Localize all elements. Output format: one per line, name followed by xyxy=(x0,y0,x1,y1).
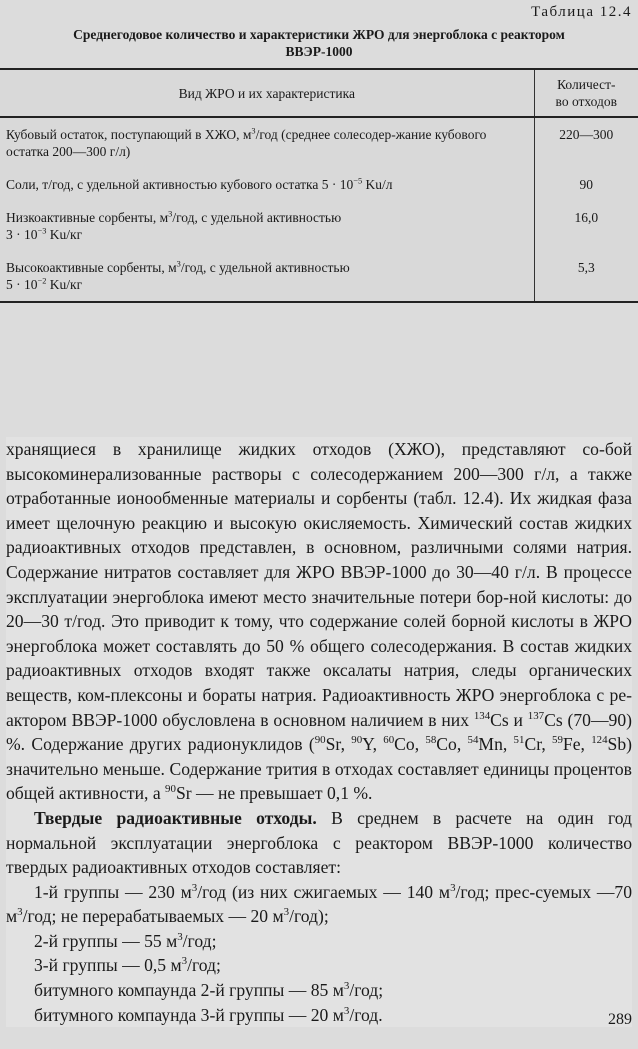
table-row xyxy=(0,251,638,302)
header-amount: Количест- во отходов xyxy=(534,69,638,117)
row-desc: Соли, т/год, с удельной активностью кубового остатка $5 \cdot 10^{-5}$ Ku/л xyxy=(0,168,534,201)
row-value: 90 xyxy=(534,168,638,201)
list-item: 1-й группы — 230 $м^3$/год (из них сжигаемых — 140 $м^3$/год; прес-суемых —70 $м^3$/год; не перерабатываемых — 20 $м^3/год$); xyxy=(6,881,633,927)
row-desc: Высокоактивные сорбенты, $м^3$/год, с удельной активностью $5 \cdot 10^{-2}$ Ku/кг xyxy=(0,251,534,302)
table-title: Среднегодовое количество и характеристики ЖРО для энергоблока с реактором ВВЭР-1000 xyxy=(73,27,565,59)
paragraph: Твердые радиоактивные отходы. В среднем в расчете на один год нормальной эксплуатации энергоблока с реактором ВВЭР-1000 количество твердых радиоактивных отходов составляет: xyxy=(6,807,633,878)
body-text xyxy=(6,437,632,1027)
list-item: битумного компаунда 3-й группы — 20 $м^3$/год. xyxy=(34,1004,383,1025)
row-desc: Низкоактивные сорбенты, $м^3$/год, с удельной активностью $3 \cdot 10^{-3}$ Ku/кг xyxy=(0,201,534,251)
row-value: 5,3 xyxy=(534,251,638,302)
table-row xyxy=(0,201,638,251)
header-type: Вид ЖРО и их характеристика xyxy=(0,69,534,117)
row-value: 16,0 xyxy=(534,201,638,251)
row-desc: Кубовый остаток, поступающий в ХЖО, $м^3$/год (среднее солесодер-жание кубового остатка 200—300 г/л) xyxy=(0,117,534,168)
paragraph: хранящиеся в хранилище жидких отходов (ХЖО), представляют со-бой высокоминерализованные растворы с солесодержанием 200—300 г/л, а также отработанные ионообменные материалы и сорбенты (табл. 12.4). Их жидкая фаза имеет щелочную реакцию и высокую окисляемость. Химический состав жидких радиоактивных отходов представлен, в основном, различными солями натрия. Содержание нитратов составляет для ЖРО ВВЭР-1000 до 30—40 г/л. В процессе эксплуатации энергоблока имеют место значительные потери бор-ной кислоты: до 20—30 т/год. Это приводит к тому, что содержание солей борной кислоты в ЖРО энергоблока может составлять до 50 % общего солесодержания. В состав жидких радиоактивных отходов входят также оксалаты натрия, следы органических веществ, ком-плексоны и бораты натрия. Радиоактивность ЖРО энергоблока с ре-актором ВВЭР-1000 обусловлена в основном наличием в них $^{134}$Cs и $^{137}$Cs (70—90) %. Содержание других радионуклидов ($^{90}$Sr, $^{90}$Y, $^{60}$Co, $^{58}$Co, $^{54}$Mn, $^{51}$Cr, $^{59}$Fe, $^{124}$Sb) значительно меньше. Содержание трития в отходах составляет единицы процентов общей активности, а $^{90}$Sr — не превышает 0,1 %. xyxy=(6,439,633,804)
list-item: битумного компаунда 2-й группы — 85 $м^3$/год; xyxy=(34,980,384,1001)
table-row xyxy=(0,168,638,201)
table-header-row xyxy=(0,69,638,117)
row-value: 220—300 xyxy=(534,117,638,168)
table-number: Таблица 12.4 xyxy=(531,4,632,20)
page-number: 289 xyxy=(608,1011,632,1028)
data-table xyxy=(0,68,638,303)
list-item: 3-й группы — 0,5 $м^3$/год; xyxy=(34,955,221,976)
table-row xyxy=(0,117,638,168)
section-heading: Твердые радиоактивные отходы. xyxy=(34,807,317,828)
list-item: 2-й группы — 55 $м^3$/год; xyxy=(34,930,217,951)
